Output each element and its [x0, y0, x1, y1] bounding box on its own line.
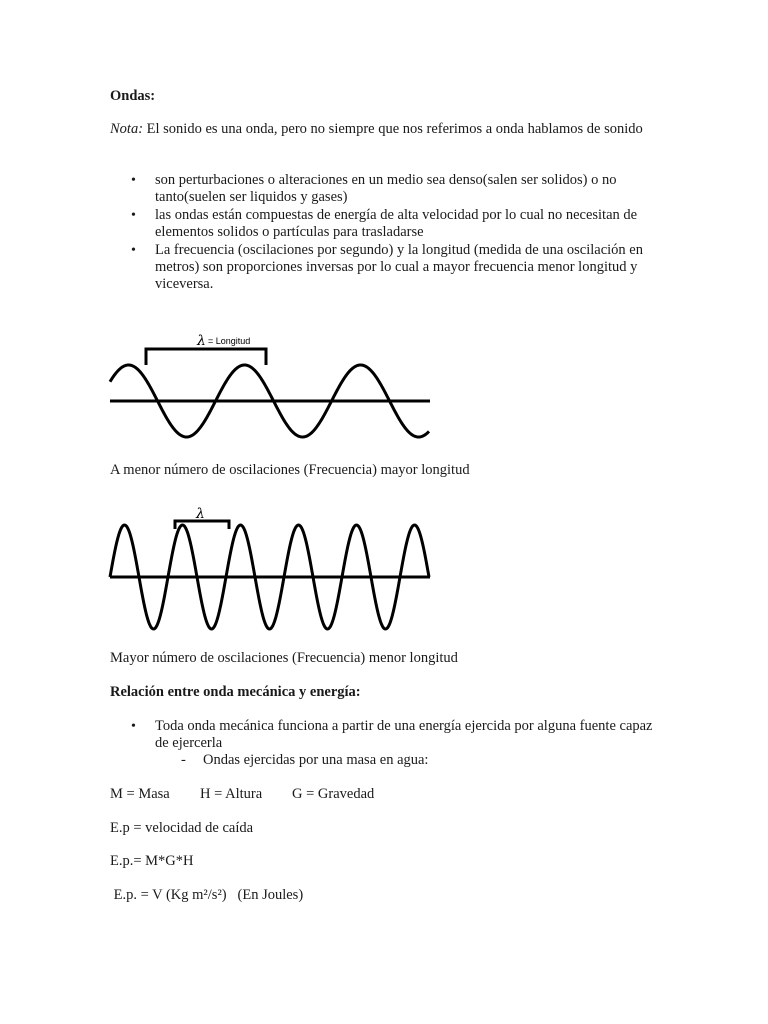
variable-definitions [110, 786, 374, 803]
definition-height: H = Altura [200, 786, 263, 802]
lambda-label: = Longitud [208, 336, 251, 346]
list-item: • Toda onda mecánica funciona a partir de una energía ejercida por alguna fuente capaz de ejercerla [110, 718, 665, 752]
dash-marker: - [181, 752, 186, 768]
lambda-symbol: λ [197, 333, 206, 349]
note-label: Nota: [110, 121, 144, 137]
short-wavelength-wave-diagram [106, 505, 432, 631]
wavelength-bracket [146, 349, 266, 365]
definition-gravity: G = Gravedad [292, 786, 375, 802]
caption-long-wavelength: A menor número de oscilaciones (Frecuencia) mayor longitud [110, 462, 470, 478]
caption-short-wavelength: Mayor número de oscilaciones (Frecuencia) menor longitud [110, 650, 458, 666]
lambda-symbol: λ [196, 506, 205, 522]
list-item: • La frecuencia (oscilaciones por segundo) y la longitud (medida de una oscilación en metros) son proporciones inversas por lo cual a mayor frecuencia menor longitud y viceversa. [110, 242, 665, 293]
wave-properties-list [110, 172, 665, 294]
list-item: • son perturbaciones o alteraciones en un medio sea denso(salen ser solidos) o no tanto(suelen ser liquidos y gases) [110, 172, 665, 206]
note-text: El sonido es una onda, pero no siempre que nos referimos a onda hablamos de sonido [143, 121, 643, 137]
note-paragraph [110, 121, 650, 138]
page-title: Ondas: [110, 88, 156, 104]
list-item: • las ondas están compuestas de energía de alta velocidad por lo cual no necesitan de elementos solidos o partículas para trasladarse [110, 207, 665, 241]
formula-definition: E.p = velocidad de caída [110, 820, 254, 836]
section-heading: Relación entre onda mecánica y energía: [110, 684, 361, 700]
energy-list [110, 718, 665, 753]
formula-potential-energy: E.p.= M*G*H [110, 853, 194, 869]
formula-units: E.p. = V (Kg m²/s²) (En Joules) [110, 887, 304, 903]
sub-list-item [181, 752, 428, 769]
long-wavelength-wave-diagram [106, 334, 432, 440]
sub-list-text: Ondas ejercidas por una masa en agua: [203, 752, 429, 768]
definition-mass: M = Masa [110, 786, 170, 802]
